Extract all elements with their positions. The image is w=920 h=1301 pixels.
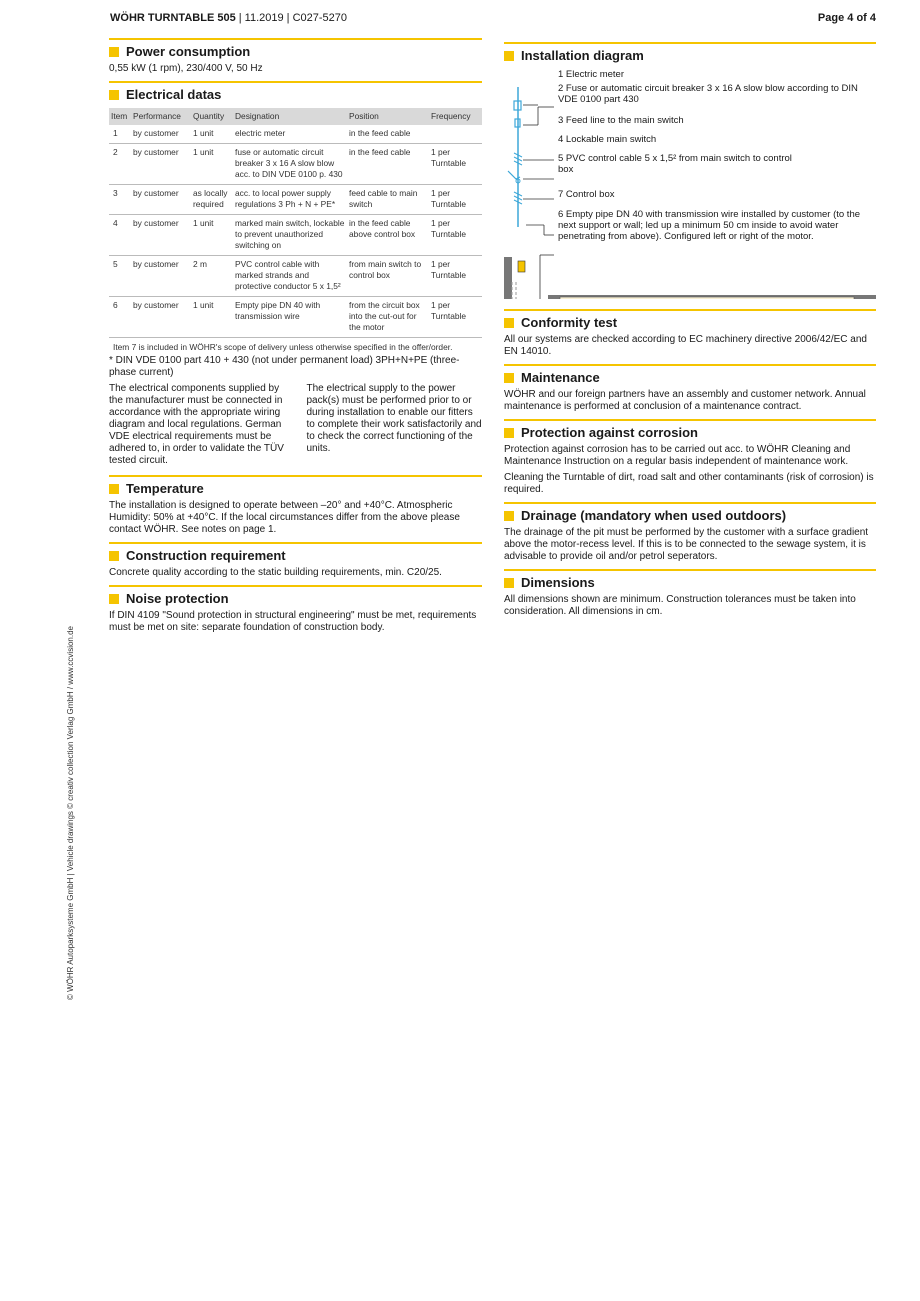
section-temperature	[109, 475, 482, 536]
section-title: Electrical datas	[126, 87, 222, 102]
table-cell: 2	[109, 144, 131, 185]
diagram-label-4: 4 Lockable main switch	[558, 134, 657, 145]
left-column	[109, 38, 482, 640]
section-electrical-datas	[109, 81, 482, 467]
square-bullet-icon	[504, 511, 514, 521]
column-header: Performance	[131, 108, 191, 125]
diagram-label-5: 5 PVC control cable 5 x 1,5² from main switch to control box	[558, 153, 792, 175]
electrical-paragraph-right: The electrical supply to the power pack(s) must be performed prior to or during installation to enable our fitters to complete their work satisfactorily and to check the correct functioning of the units.	[306, 383, 482, 454]
table-row	[109, 185, 482, 215]
document-meta: | 11.2019 | C027-5270	[235, 12, 348, 24]
table-cell: marked main switch, lockable to prevent unauthorized switching on	[233, 215, 347, 256]
table-cell: in the feed cable	[347, 125, 429, 144]
section-title: Maintenance	[521, 370, 600, 385]
table-cell: by customer	[131, 144, 191, 185]
table-cell: 1 per Turntable	[429, 256, 482, 297]
table-cell: from main switch to control box	[347, 256, 429, 297]
table-cell: 1 unit	[191, 144, 233, 185]
square-bullet-icon	[504, 578, 514, 588]
table-row	[109, 256, 482, 297]
section-title: Power consumption	[126, 44, 251, 59]
section-title: Protection against corrosion	[521, 425, 698, 440]
table-cell: fuse or automatic circuit breaker 3 x 16 A slow blow acc. to DIN VDE 0100 p. 430	[233, 144, 347, 185]
column-header: Frequency	[429, 108, 482, 125]
document-title: WÖHR TURNTABLE 505	[110, 12, 236, 24]
column-header: Designation	[233, 108, 347, 125]
table-cell: 1 per Turntable	[429, 144, 482, 185]
table-cell: 4	[109, 215, 131, 256]
table-cell: by customer	[131, 185, 191, 215]
square-bullet-icon	[504, 318, 514, 328]
table-row	[109, 125, 482, 144]
section-installation-diagram	[504, 42, 876, 299]
conformity-text: All our systems are checked according to EC machinery directive 2006/42/EC and EN 14010.	[504, 334, 867, 357]
section-title: Noise protection	[126, 591, 229, 606]
column-header: Position	[347, 108, 429, 125]
table-row	[109, 144, 482, 185]
din-footnote: * DIN VDE 0100 part 410 + 430 (not under permanent load) 3PH+N+PE (three-phase current)	[109, 355, 460, 378]
page-header	[110, 12, 876, 24]
table-cell: 3	[109, 185, 131, 215]
section-drainage	[504, 502, 876, 563]
drainage-text: The drainage of the pit must be performed by the customer with a surface gradient above the motor-recess level. If this is to be connected to the sewage system, it is advisable to provide oil and/or petrol seperators.	[504, 527, 869, 562]
section-noise	[109, 585, 482, 634]
temperature-text: The installation is designed to operate between –20° and +40°C. Atmospheric Humidity: 50% at +40°C. If the local circumstances differ from the above please contact WÖHR. See notes on page 1.	[109, 500, 460, 535]
table-cell: by customer	[131, 215, 191, 256]
table-cell: 1 unit	[191, 125, 233, 144]
square-bullet-icon	[109, 484, 119, 494]
table-cell: 1 per Turntable	[429, 185, 482, 215]
section-conformity-test	[504, 309, 876, 358]
section-title: Installation diagram	[521, 48, 644, 63]
square-bullet-icon	[504, 428, 514, 438]
section-title: Drainage (mandatory when used outdoors)	[521, 508, 787, 523]
square-bullet-icon	[109, 551, 119, 561]
electrical-table	[109, 108, 482, 338]
copyright-notice: © WÖHR Autoparksysteme GmbH | Vehicle drawings © creativ collection Verlag GmbH / www.ccvision.de	[66, 626, 75, 1000]
maintenance-text: WÖHR and our foreign partners have an assembly and customer network. Annual maintenance is performed at conclusion of a maintenance contract.	[504, 389, 866, 412]
table-cell: feed cable to main switch	[347, 185, 429, 215]
table-note: Item 7 is included in WÖHR's scope of delivery unless otherwise specified in the offer/order.	[113, 342, 453, 352]
table-cell	[429, 125, 482, 144]
square-bullet-icon	[504, 373, 514, 383]
table-cell: 1 per Turntable	[429, 215, 482, 256]
table-cell: 1 unit	[191, 297, 233, 338]
section-title: Conformity test	[521, 315, 618, 330]
column-header: Item	[109, 108, 131, 125]
diagram-label-2: 2 Fuse or automatic circuit breaker 3 x 16 A slow blow according to DIN VDE 0100 part 430	[558, 83, 858, 105]
section-dimensions	[504, 569, 876, 618]
table-cell: by customer	[131, 297, 191, 338]
section-title: Temperature	[126, 481, 204, 496]
table-cell: by customer	[131, 256, 191, 297]
section-title: Construction requirement	[126, 548, 286, 563]
section-construction	[109, 542, 482, 579]
section-maintenance	[504, 364, 876, 413]
table-cell: 6	[109, 297, 131, 338]
table-header-row	[109, 108, 482, 125]
table-cell: 1	[109, 125, 131, 144]
table-cell: as locally required	[191, 185, 233, 215]
section-corrosion	[504, 419, 876, 496]
corrosion-text-2: Cleaning the Turntable of dirt, road salt and other contaminants (risk of corrosion) is required.	[504, 472, 874, 495]
table-cell: by customer	[131, 125, 191, 144]
diagram-label-3: 3 Feed line to the main switch	[558, 115, 684, 126]
table-cell: in the feed cable	[347, 144, 429, 185]
table-cell: acc. to local power supply regulations 3 Ph + N + PE*	[233, 185, 347, 215]
corrosion-text-1: Protection against corrosion has to be carried out acc. to WÖHR Cleaning and Maintenance Instruction on a regular basis independent of maintenance work.	[504, 444, 851, 467]
diagram-label-6: 6 Empty pipe DN 40 with transmission wire installed by customer (to the next support or wall; led up a minimum 50 cm inside to avoid water penetrating from above). Configured left or right of the motor.	[558, 209, 861, 242]
table-row	[109, 215, 482, 256]
noise-text: If DIN 4109 "Sound protection in structural engineering" must be met, requirements must be met on site: separate foundation of construction body.	[109, 610, 477, 633]
square-bullet-icon	[504, 51, 514, 61]
section-power-consumption	[109, 38, 482, 75]
page-number: Page 4 of 4	[817, 12, 876, 24]
section-title: Dimensions	[521, 575, 595, 590]
electrical-paragraph-left: The electrical components supplied by the manufacturer must be connected in accordance with the appropriate wiring diagram and local regulations. German VDE electrical requirements must be adhered to, in order to validate the TÜV tested circuit.	[109, 383, 284, 466]
table-cell: from the circuit box into the cut-out for the motor	[347, 297, 429, 338]
right-column	[504, 42, 876, 624]
table-cell: 2 m	[191, 256, 233, 297]
table-cell: 1 per Turntable	[429, 297, 482, 338]
diagram-label-7: 7 Control box	[558, 189, 615, 200]
table-cell: PVC control cable with marked strands and protective conductor 5 x 1,5²	[233, 256, 347, 297]
table-row	[109, 297, 482, 338]
table-cell: 1 unit	[191, 215, 233, 256]
installation-diagram	[504, 67, 876, 299]
square-bullet-icon	[109, 47, 119, 57]
table-cell: 5	[109, 256, 131, 297]
diagram-label-1: 1 Electric meter	[558, 69, 624, 80]
column-header: Quantity	[191, 108, 233, 125]
dimensions-text: All dimensions shown are minimum. Construction tolerances must be taken into consideration. All dimensions in cm.	[504, 594, 856, 617]
construction-text: Concrete quality according to the static building requirements, min. C20/25.	[109, 567, 442, 578]
square-bullet-icon	[109, 594, 119, 604]
table-cell: electric meter	[233, 125, 347, 144]
table-cell: Empty pipe DN 40 with transmission wire	[233, 297, 347, 338]
square-bullet-icon	[109, 90, 119, 100]
power-text: 0,55 kW (1 rpm), 230/400 V, 50 Hz	[109, 63, 263, 74]
table-cell: in the feed cable above control box	[347, 215, 429, 256]
